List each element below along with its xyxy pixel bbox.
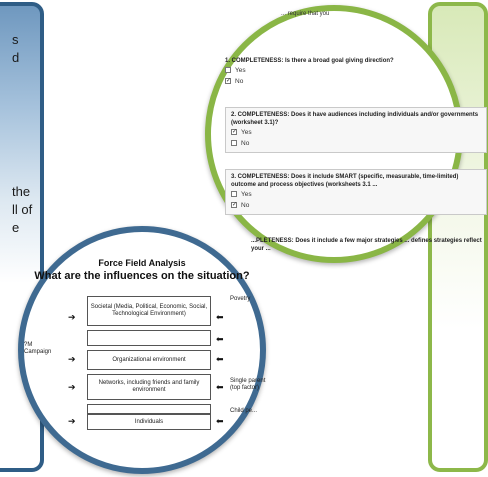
left-panel-text-3: the [12,184,31,199]
checklist-question-1 [225,57,487,87]
checkbox-icon[interactable] [231,140,237,146]
force-field-subtitle: What are the influences on the situation? [34,270,250,282]
level-networks: Networks, including friends and family environment [87,374,211,400]
right-label-poverty: Povetry [230,296,251,302]
checklist-question-3 [225,169,487,215]
option-no[interactable]: ✓ No [232,202,250,209]
checklist-magnifier [205,5,482,263]
option-no[interactable]: No [231,138,481,149]
checkbox-checked-icon[interactable]: ✓ [232,202,238,208]
level-spacer [87,404,211,414]
option-yes[interactable]: Yes [225,65,487,76]
option-yes[interactable]: ✓ Yes [232,129,252,136]
arrow-left-icon: ⬅ [216,354,224,364]
arrow-right-icon: ➔ [68,416,76,426]
checkbox-icon[interactable] [225,67,231,73]
left-side-label: ?M Campaign [24,342,52,355]
force-field-magnifier [18,226,266,474]
level-individuals: Individuals [87,414,211,430]
arrow-left-icon: ⬅ [216,382,224,392]
checkbox-checked-icon[interactable]: ✓ [226,78,232,84]
force-field-title: Force Field Analysis [98,258,186,268]
arrow-left-icon: ⬅ [216,416,224,426]
checklist-intro-text: ... require that you [281,11,330,17]
checkbox-checked-icon[interactable]: ✓ [232,129,238,135]
level-societal: Societal (Media, Political, Economic, Social, Technological Environment) [87,296,211,326]
right-label-child: Child pe... [230,408,258,414]
arrow-left-icon: ⬅ [216,312,224,322]
left-panel-text-1: s [12,32,19,47]
option-yes[interactable]: Yes [231,189,481,200]
question-title: 2. COMPLETENESS: Does it have audiences including individuals and/or governments (worksheet 3.1)? [231,112,479,126]
level-organizational [87,330,211,346]
left-panel-text-5: e [12,220,20,235]
question-title: 3. COMPLETENESS: Does it include SMART (specific, measurable, time-limited) outcome and process objectives (worksheets 3.1 ... [231,174,459,188]
arrow-right-icon: ➔ [68,312,76,322]
left-panel-text-2: d [12,50,20,65]
arrow-right-icon: ➔ [68,354,76,364]
checklist-question-4 [251,237,487,253]
question-title: 1. COMPLETENESS: Is there a broad goal giving direction? [225,58,394,64]
option-no[interactable]: ✓ No [226,78,244,85]
checkbox-icon[interactable] [231,191,237,197]
arrow-right-icon: ➔ [68,382,76,392]
left-panel-text-4: ll of [12,202,33,217]
question-title: ...PLETENESS: Does it include a few major strategies ... defines strategies reflect your ... [251,238,482,252]
arrow-left-icon: ⬅ [216,334,224,344]
checklist-question-2 [225,107,487,153]
level-organizational-box: Organizational environment [87,350,211,370]
right-label-single-parent: Single parent (top factor) [230,378,266,391]
